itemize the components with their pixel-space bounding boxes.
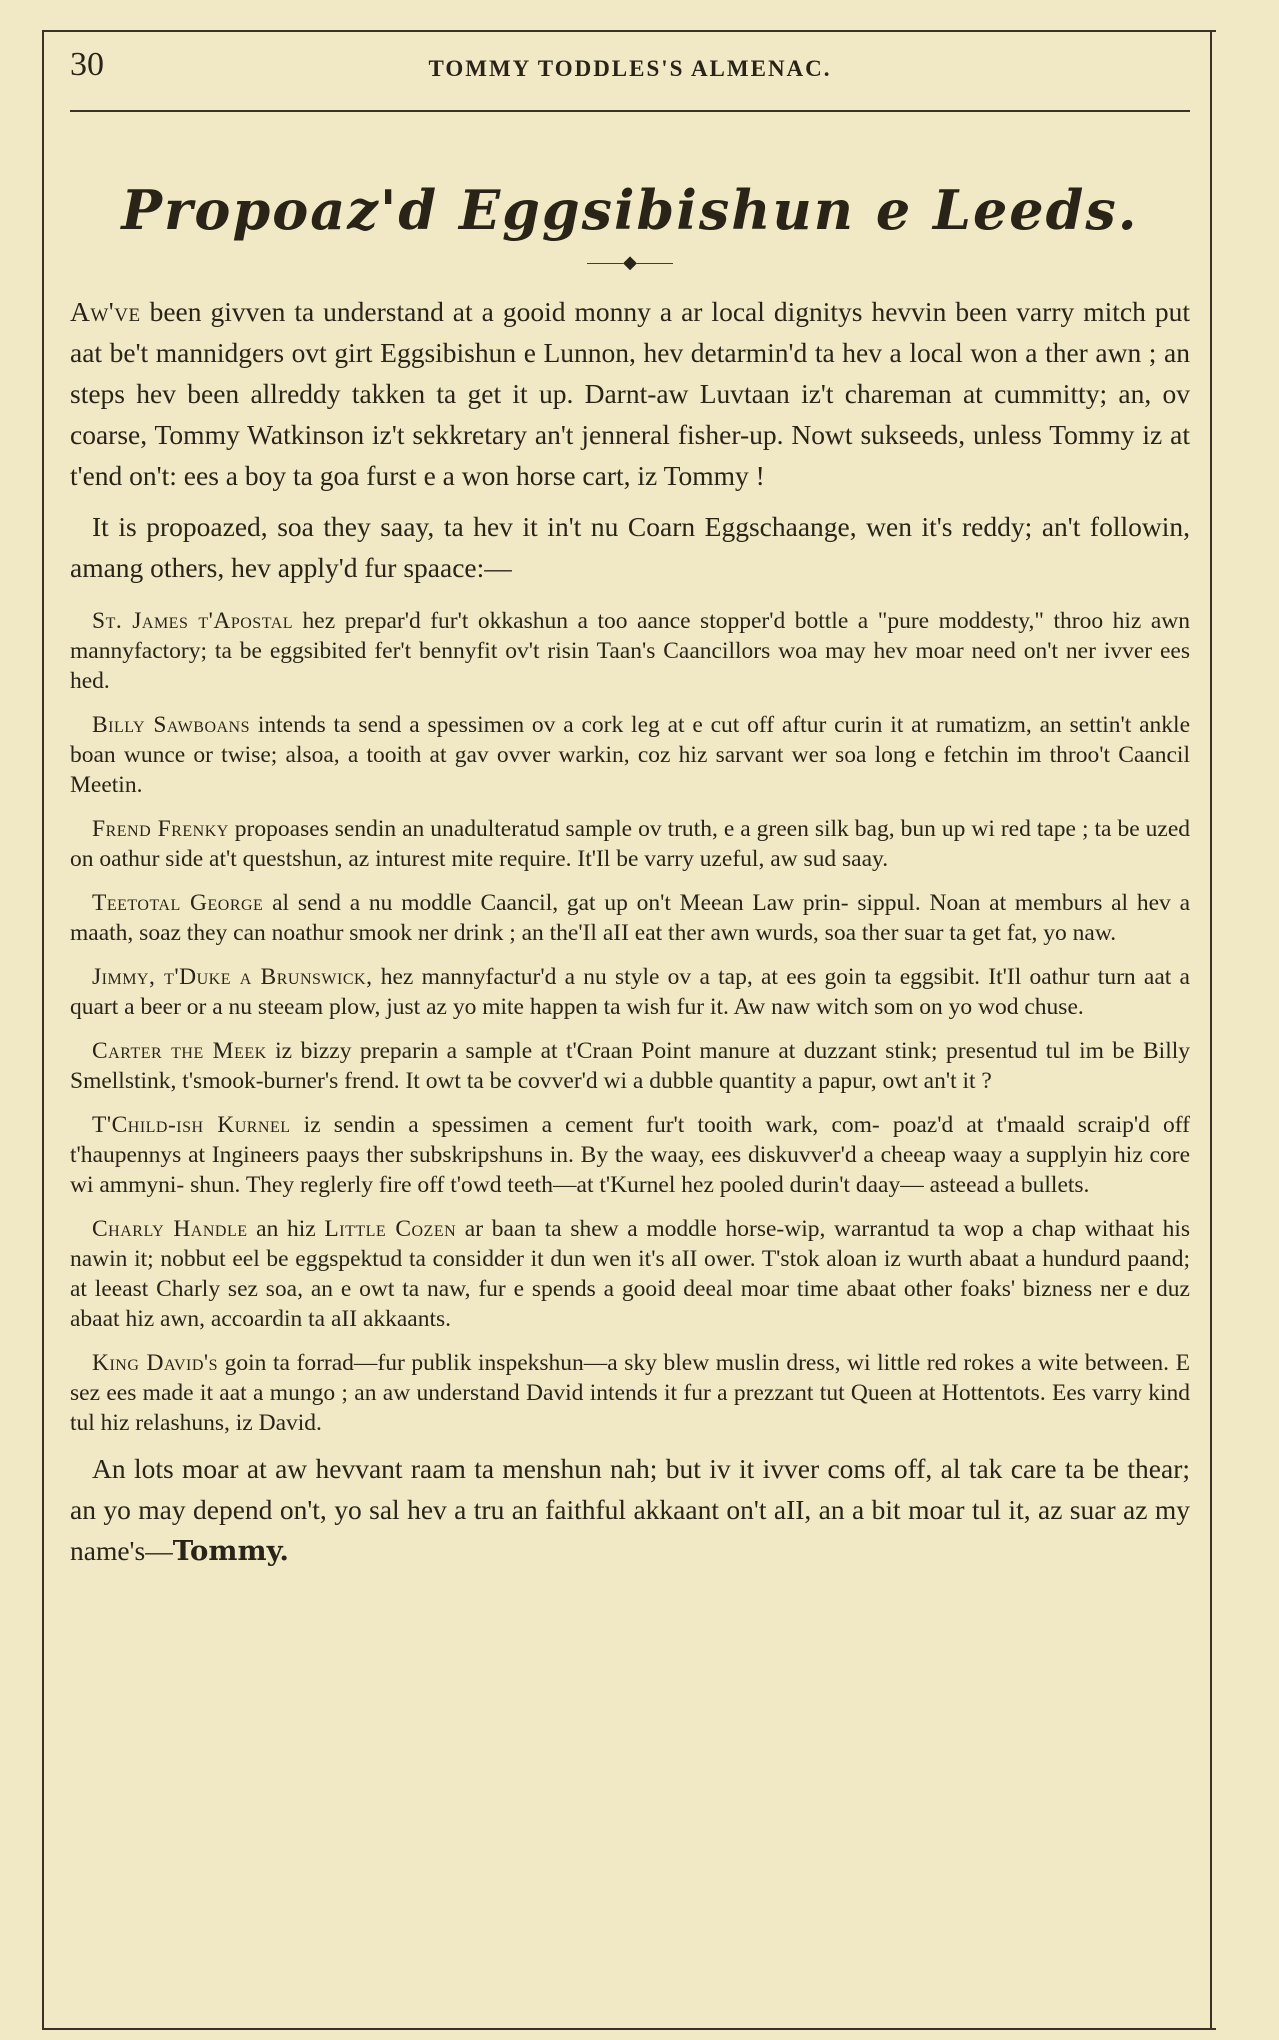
entry-name: Charly Handle (92, 1216, 248, 1242)
entry-text: goin ta forrad—fur publik inspekshun—a sky blew muslin dress, wi little red rokes a wite between. E sez ees made it aat a mungo ; an aw understand David intends it fur a prezzant tut Queen at Hottentots. Ees varry kind tul hiz relashuns, iz David. (70, 1350, 1190, 1436)
entry-paragraph (70, 1214, 1190, 1334)
second-paragraph: It is propoazed, soa they saay, ta hev it in't nu Coarn Eggschaange, wen it's reddy; an't followin, amang others, hev apply'd fur spaace:— (70, 511, 1190, 583)
entry-text-2: ar baan ta shew a moddle horse-wip, warrantud ta wop a chap withaat his nawin it; nobbut eel be eggspektud ta considder it dun wen it's aII ower. T'stok aloan iz wurth abaat a hundurd paand; at leeast Charly sez soa, an e owt ta naw, fur e spends a gooid deeal moar time abaat other foaks' bizness ner e duz abaat hiz awn, accoardin ta aII akkaants. (70, 1216, 1191, 1332)
entry-name: St. James t'Apostal (92, 608, 294, 634)
entry-name-2: Little Cozen (324, 1216, 457, 1242)
entry-paragraph (70, 710, 1190, 800)
intro-paragraph (70, 291, 1190, 496)
page-frame-right (1210, 30, 1212, 2028)
entry-name: King David's (92, 1350, 219, 1376)
intro-lead: Aw've (70, 296, 141, 327)
page-number: 30 (70, 46, 104, 83)
entry-paragraph (70, 888, 1190, 948)
entry-text: propoases sendin an unadulteratud sample ov truth, e a green silk bag, bun up wi red tape ; ta be uzed on oathur side at't questshun, az inturest mite require. It'Il be varry uzeful, aw sud saay. (70, 816, 1190, 872)
entry-text: al send a nu moddle Caancil, gat up on't Meean Law prin- sippul. Noan at memburs al hev a maath, soaz they can noathur smook ner drink ; an the'Il aII eat ther awn wurds, soa ther suar ta get fat, yo naw. (70, 890, 1191, 946)
entry-text: hez mannyfactur'd a nu style ov a tap, at ees goin ta eggsibit. It'Il oathur turn aat a quart a beer or a nu steeam plow, just az yo mite happen ta wish fur it. Aw naw witch som on yo wod chuse. (70, 964, 1190, 1020)
entry-name: T'Child-ish Kurnel (92, 1112, 291, 1138)
entry-name: Carter the Meek (92, 1038, 267, 1064)
running-head (70, 46, 1190, 106)
header-rule (70, 110, 1190, 112)
closing-text: An lots moar at aw hevvant raam ta menshun nah; but iv it ivver coms off, al tak care ta be thear; an yo may depend on't, yo sal hev a tru an faithful akkaant on't aII, an a bit moar tul it, az suar az my name's— (70, 1453, 1190, 1566)
article-title: Propoaz'd Eggsibishun e Leeds. (121, 178, 1139, 242)
intro-text: been givven ta understand at a gooid monny a ar local dignitys hevvin been varry mitch put aat be't mannidgers ovt girt Eggsibishun e Lunnon, hev detarmin'd ta hev a local won a ther awn ; an steps hev been allreddy takken ta get it up. Darnt-aw Luvtaan iz't chareman at cummitty; an, ov coarse, Tommy Watkinson iz't sekkretary an't jenneral fisher-up. Nowt sukseeds, unless Tommy iz at t'end on't: ees a boy ta goa furst e a won horse cart, iz Tommy ! (70, 296, 1190, 491)
entry-name: Teetotal George (92, 890, 264, 916)
page (70, 46, 1190, 1572)
entry-name: Frend Frenky (92, 816, 229, 842)
entry-text: iz bizzy preparin a sample at t'Craan Point manure at duzzant stink; presentud tul im be Billy Smellstink, t'smook-burner's frend. It owt ta be covver'd wi a dubble quantity a papur, owt an't it ? (70, 1038, 1190, 1094)
entry-text: an hiz (247, 1216, 325, 1242)
entry-paragraph (70, 1348, 1190, 1438)
entry-name: Jimmy, t'Duke a Brunswick, (92, 964, 373, 990)
signature: Tommy. (172, 1535, 289, 1567)
entry-text: hez prepar'd fur't okkashun a too aance stopper'd bottle a "pure moddesty," throo hiz awn mannyfactory; ta be eggsibited fer't bennyfit ov't risin Taan's Caancillors woa may hev moar need on't ner ivver ees hed. (70, 608, 1191, 694)
entry-paragraph (70, 1110, 1190, 1200)
entry-paragraph (70, 606, 1190, 696)
title-ornament: ——◆—— (587, 252, 673, 272)
closing-paragraph (70, 1448, 1190, 1572)
entry-name: Billy Sawboans (92, 712, 251, 738)
entry-text: intends ta send a spessimen ov a cork leg at e cut off aftur curin it at rumatizm, an settin't ankle boan wunce or twise; alsoa, a tooith at gav ovver warkin, coz hiz sarvant wer soa long e fetchin im throo't Caancil Meetin. (70, 712, 1191, 798)
entry-paragraph (70, 962, 1190, 1022)
running-title: TOMMY TODDLES'S ALMENAC. (428, 56, 832, 81)
entry-text: iz sendin a spessimen a cement fur't tooith wark, com- poaz'd at t'maald scraip'd off t'haupennys at Ingineers paays ther subskripshuns in. By the waay, ees diskuvver'd a cheeap waay a supplyin hiz core wi ammyni- shun. They reglerly fire off t'owd teeth—at t'Kurnel hez pooled durin't daay— asteead a bullets. (70, 1112, 1190, 1198)
entry-paragraph (70, 1036, 1190, 1096)
entry-paragraph (70, 814, 1190, 874)
